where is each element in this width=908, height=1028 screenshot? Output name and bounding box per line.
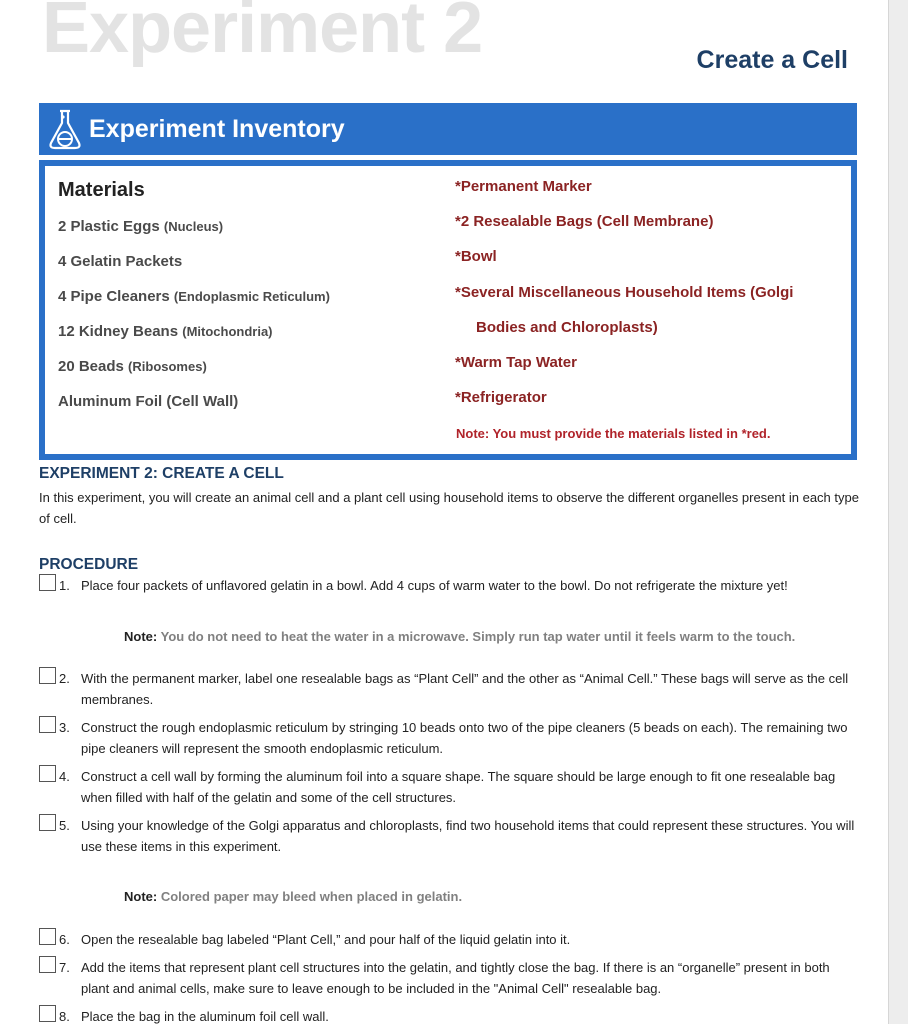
list-item: *Warm Tap Water: [455, 354, 577, 371]
procedure-note: Note: Colored paper may bleed when placed in gelatin.: [124, 889, 463, 904]
list-item: *Refrigerator: [455, 389, 547, 406]
procedure-note: Note: You do not need to heat the water in a microwave. Simply run tap water until it feels warm to the touch.: [124, 629, 796, 644]
materials-box: [39, 160, 857, 460]
step-text: With the permanent marker, label one resealable bags as “Plant Cell” and the other as “Animal Cell.” These bags will serve as the cell membranes.: [81, 671, 849, 707]
step-number: 3.: [59, 720, 70, 735]
list-item: *Several Miscellaneous Household Items (Golgi: [455, 284, 794, 301]
materials-note: Note: You must provide the materials listed in *red.: [456, 426, 771, 441]
inventory-banner: [39, 103, 857, 155]
step-checkbox[interactable]: [39, 667, 56, 684]
page-title: Create a Cell: [696, 46, 848, 74]
list-item: *Permanent Marker: [455, 178, 592, 195]
step-text: Open the resealable bag labeled “Plant Cell,” and pour half of the liquid gelatin into it.: [81, 932, 571, 947]
page-edge: [888, 0, 908, 1024]
list-item: Aluminum Foil (Cell Wall): [58, 393, 239, 410]
list-item: 4 Pipe Cleaners (Endoplasmic Reticulum): [58, 288, 330, 305]
step-number: 6.: [59, 932, 70, 947]
step-checkbox[interactable]: [39, 814, 56, 831]
step-text: Add the items that represent plant cell structures into the gelatin, and tightly close the bag. If there is an “organelle” present in both plant and animal cells, make sure to leave enough to be included in the "Animal Cell" resealable bag.: [81, 960, 830, 996]
materials-heading: Materials: [58, 179, 145, 201]
step-checkbox[interactable]: [39, 574, 56, 591]
step-checkbox[interactable]: [39, 765, 56, 782]
inventory-title: Experiment Inventory: [89, 114, 345, 143]
step-checkbox[interactable]: [39, 956, 56, 973]
step-number: 2.: [59, 671, 70, 686]
step-checkbox[interactable]: [39, 1005, 56, 1022]
step-number: 7.: [59, 960, 70, 975]
step-number: 5.: [59, 818, 70, 833]
step-checkbox[interactable]: [39, 716, 56, 733]
step-number: 8.: [59, 1009, 70, 1024]
list-item: 2 Plastic Eggs (Nucleus): [58, 218, 224, 235]
step-text: Construct a cell wall by forming the aluminum foil into a square shape. The square should be large enough to fit one resealable bag when filled with half of the gelatin and some of the cell structures.: [81, 769, 836, 805]
step-checkbox[interactable]: [39, 928, 56, 945]
flask-icon: [45, 107, 85, 151]
list-item: 20 Beads (Ribosomes): [58, 358, 207, 375]
step-number: 4.: [59, 769, 70, 784]
list-item: *Bowl: [455, 248, 497, 265]
list-item: Bodies and Chloroplasts): [476, 319, 658, 336]
step-text: Using your knowledge of the Golgi apparatus and chloroplasts, find two household items that could represent these structures. You will use these items in this experiment.: [81, 818, 855, 854]
list-item: 12 Kidney Beans (Mitochondria): [58, 323, 273, 340]
step-text: Place four packets of unflavored gelatin in a bowl. Add 4 cups of warm water to the bowl. Do not refrigerate the mixture yet!: [81, 578, 788, 593]
step-text: Construct the rough endoplasmic reticulum by stringing 10 beads onto two of the pipe cleaners (5 beads on each). The remaining two pipe cleaners will represent the smooth endoplasmic reticulum.: [81, 720, 848, 756]
experiment-watermark-title: Experiment 2: [42, 0, 483, 68]
experiment-intro: In this experiment, you will create an animal cell and a plant cell using household items to observe the different organelles present in each type of cell.: [39, 490, 859, 526]
experiment-heading: EXPERIMENT 2: CREATE A CELL: [39, 465, 284, 482]
step-number: 1.: [59, 578, 70, 593]
list-item: 4 Gelatin Packets: [58, 253, 183, 270]
step-text: Place the bag in the aluminum foil cell wall.: [81, 1009, 329, 1024]
procedure-heading: PROCEDURE: [39, 556, 139, 573]
list-item: *2 Resealable Bags (Cell Membrane): [455, 213, 714, 230]
